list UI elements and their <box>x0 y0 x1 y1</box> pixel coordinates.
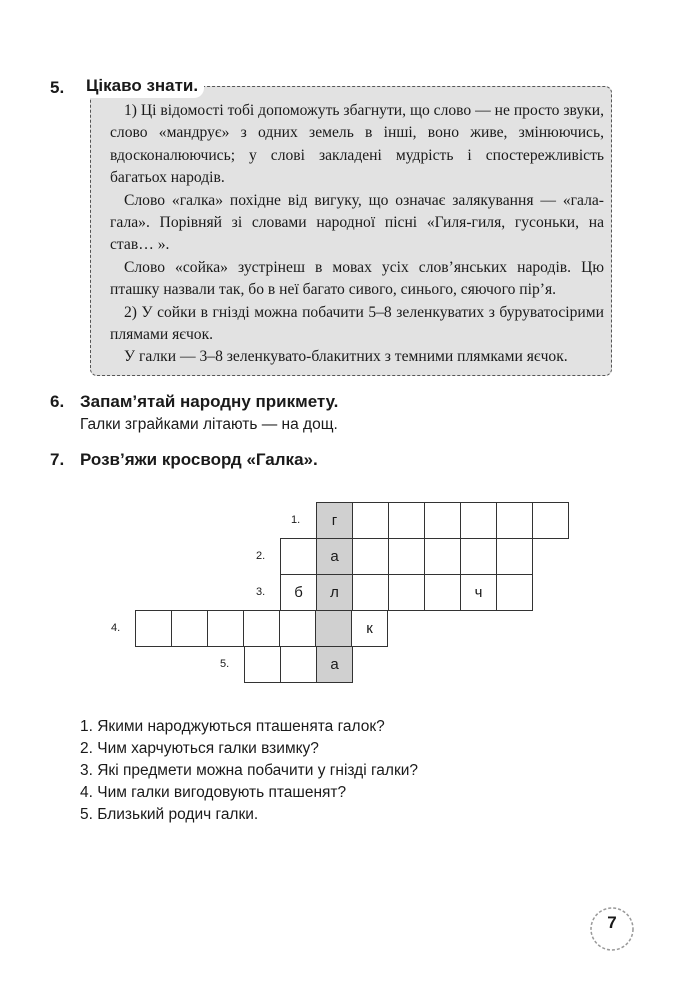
crossword-key-cell[interactable] <box>315 610 352 647</box>
crossword-cell[interactable] <box>424 574 461 611</box>
crossword-cell[interactable] <box>280 646 317 683</box>
crossword-row-label: 4. <box>111 622 121 634</box>
crossword-cell[interactable]: к <box>351 610 388 647</box>
crossword-question: 4. Чим галки вигодовують пташенят? <box>80 784 347 801</box>
section-7-title: Розв’яжи кросворд «Галка». <box>80 450 318 469</box>
crossword-row-label: 3. <box>256 586 266 598</box>
info-paragraph: Слово «сойка» зустрінеш в мовах усіх слов’янських народів. Цю пташку назвали так, бо в неї багато сивого, синього, сяючого пір’я. <box>110 258 604 299</box>
crossword-key-cell[interactable]: а <box>316 538 353 575</box>
info-paragraph: 2) У сойки в гнізді можна побачити 5–8 зеленкуватих з буруватосірими плямами яєчок. <box>110 303 604 344</box>
crossword-cell[interactable] <box>460 538 497 575</box>
crossword-cell[interactable] <box>388 502 425 539</box>
crossword-cell[interactable] <box>424 502 461 539</box>
crossword-cell[interactable]: б <box>280 574 317 611</box>
crossword-key-cell[interactable]: л <box>316 574 353 611</box>
crossword-question: 1. Якими народжуються пташенята галок? <box>80 718 385 735</box>
crossword-row-label: 2. <box>256 550 266 562</box>
info-paragraph: 1) Ці відомості тобі допоможуть збагнути, що слово — не просто звуки, слово «мандрує» з одних земель в інші, воно живе, змінюючись, вдосконалюючись; у слові закладені мудрість і спостережливість багатьох народів. <box>110 102 604 187</box>
crossword-cell[interactable] <box>388 538 425 575</box>
crossword-key-cell[interactable]: г <box>316 502 353 539</box>
info-paragraph: У галки — 3–8 зеленкувато-блакитних з темними плямками яєчок. <box>124 348 568 366</box>
section-5-number: 5. <box>50 78 65 97</box>
section-6-number: 6. <box>50 392 65 411</box>
crossword-row-label: 5. <box>220 658 230 670</box>
crossword-cell[interactable] <box>352 574 389 611</box>
crossword-cell[interactable] <box>207 610 244 647</box>
crossword-cell[interactable] <box>496 574 533 611</box>
crossword-cell[interactable] <box>532 502 569 539</box>
crossword-cell[interactable] <box>280 538 317 575</box>
crossword-key-cell[interactable]: а <box>316 646 353 683</box>
section-7-number: 7. <box>50 450 65 469</box>
crossword-question: 3. Які предмети можна побачити у гнізді галки? <box>80 762 419 779</box>
crossword-cell[interactable] <box>460 502 497 539</box>
crossword-cell[interactable] <box>171 610 208 647</box>
crossword-question: 2. Чим харчуються галки взимку? <box>80 740 319 757</box>
crossword-cell[interactable] <box>352 502 389 539</box>
page-number: 7 <box>607 913 617 932</box>
crossword-cell[interactable] <box>388 574 425 611</box>
section-6-title: Запам’ятай народну прикмету. <box>80 392 339 411</box>
crossword-cell[interactable] <box>279 610 316 647</box>
folk-sign-text: Галки зграйками літають — на дощ. <box>80 416 338 433</box>
info-box-title: Цікаво знати. <box>78 76 204 98</box>
crossword-cell[interactable] <box>496 538 533 575</box>
info-box-text <box>110 100 604 369</box>
crossword-cell[interactable] <box>496 502 533 539</box>
crossword-question: 5. Близький родич галки. <box>80 806 259 823</box>
crossword-cell[interactable] <box>244 646 281 683</box>
crossword-cell[interactable] <box>135 610 172 647</box>
crossword-cell[interactable] <box>424 538 461 575</box>
crossword-cell[interactable] <box>352 538 389 575</box>
crossword-cell[interactable]: ч <box>460 574 497 611</box>
crossword-row-label: 1. <box>291 514 301 526</box>
info-paragraph: Слово «галка» похідне від вигуку, що означає залякування — «гала-гала». Порівняй зі словами народної пісні «Гиля-гиля, гусоньки, на став… ». <box>110 191 604 254</box>
crossword-cell[interactable] <box>243 610 280 647</box>
